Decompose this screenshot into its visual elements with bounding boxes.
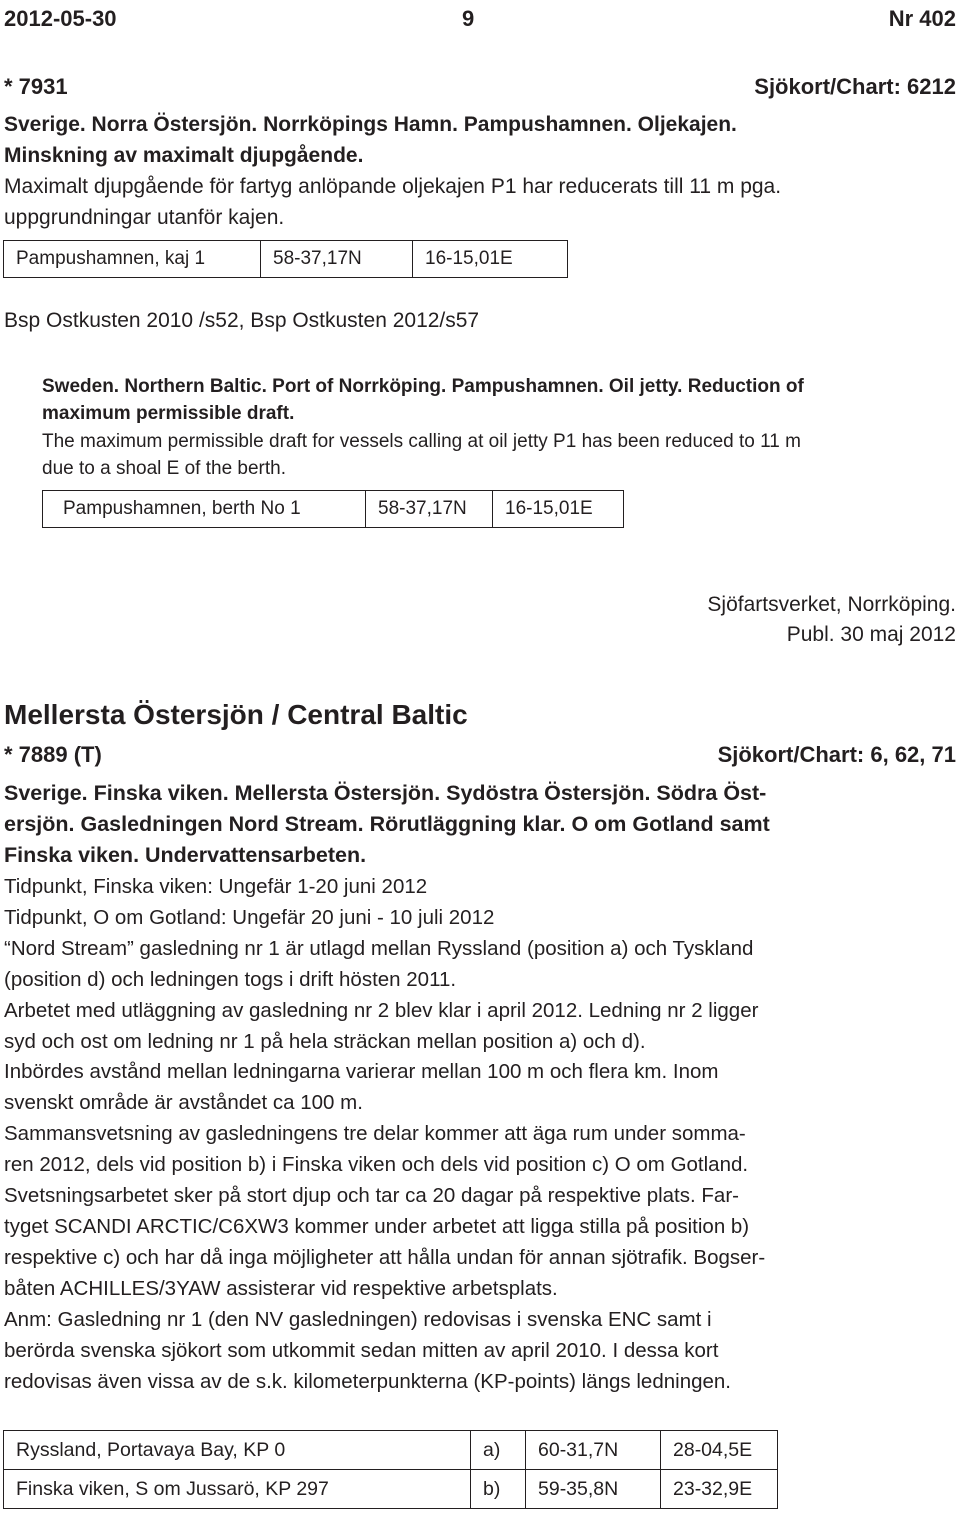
text-line: ren 2012, dels vid position b) i Finska viken och dels vid position c) O om Gotland.	[4, 1153, 749, 1177]
notice2-body	[4, 872, 956, 1397]
text-line: syd och ost om ledning nr 1 på hela sträckan mellan position a) och d).	[4, 1029, 646, 1053]
text-line: Tidpunkt, Finska viken: Ungefär 1-20 juni 2012	[4, 875, 428, 898]
notice2-heading	[4, 742, 956, 768]
text-line: Finska viken. Undervattensarbeten.	[4, 843, 367, 867]
text-line: tyget SCANDI ARCTIC/C6XW3 kommer under arbetet att ligga stilla på position b)	[4, 1214, 750, 1238]
notice1-title-en	[42, 373, 804, 427]
text-line: Minskning av maximalt djupgående.	[4, 144, 364, 167]
table-cell: Pampushamnen, berth No 1	[43, 491, 366, 528]
notice1-heading	[4, 74, 956, 100]
text-line: maximum permissible draft.	[42, 403, 295, 424]
header-page-number: 9	[462, 6, 475, 31]
text-line: Maximalt djupgående för fartyg anlöpande oljekajen P1 har reducerats till 11 m pga.	[4, 175, 782, 198]
text-line: Svetsningsarbetet sker på stort djup och tar ca 20 dagar på respektive plats. Far-	[4, 1184, 739, 1208]
table-cell: 59-35,8N	[526, 1470, 661, 1509]
notice1-title-sv	[4, 109, 956, 171]
table-cell: 23-32,9E	[661, 1470, 778, 1509]
notice1-number: * 7931	[4, 74, 68, 99]
notice1-source: Sjöfartsverket, Norrköping.	[707, 593, 956, 616]
header-issue-number: Nr 402	[888, 6, 956, 31]
table-cell: 58-37,17N	[261, 241, 413, 278]
table-cell: Finska viken, S om Jussarö, KP 297	[4, 1470, 471, 1509]
text-line: due to a shoal E of the berth.	[42, 458, 287, 479]
notice1-published: Publ. 30 maj 2012	[786, 623, 956, 646]
text-line: Sverige. Finska viken. Mellersta Östersjön. Sydöstra Östersjön. Södra Öst-	[4, 781, 767, 805]
notice1-body-sv	[4, 171, 956, 233]
notice2-number: * 7889 (T)	[4, 742, 102, 767]
text-line: The maximum permissible draft for vessels calling at oil jetty P1 has been reduced to 11 m	[42, 431, 801, 452]
section-title: Mellersta Östersjön / Central Baltic	[4, 699, 468, 730]
table-cell: 16-15,01E	[413, 241, 568, 278]
text-line: Inbördes avstånd mellan ledningarna varierar mellan 100 m och flera km. Inom	[4, 1060, 719, 1084]
notice1-position-table-en	[42, 490, 624, 528]
text-line: Tidpunkt, O om Gotland: Ungefär 20 juni - 10 juli 2012	[4, 905, 495, 929]
text-line: båten ACHILLES/3YAW assisterar vid respektive arbetsplats.	[4, 1276, 558, 1300]
text-line: “Nord Stream” gasledning nr 1 är utlagd mellan Ryssland (position a) och Tyskland	[4, 936, 754, 960]
text-line: svenskt område är avståndet ca 100 m.	[4, 1091, 363, 1115]
notice2-position-table	[3, 1430, 778, 1509]
table-cell: 16-15,01E	[493, 491, 624, 528]
table-row	[43, 491, 624, 528]
table-row	[4, 241, 568, 278]
text-line: Sweden. Northern Baltic. Port of Norrköping. Pampushamnen. Oil jetty. Reduction of	[42, 376, 804, 397]
text-line: redovisas även vissa av de s.k. kilometerpunkterna (KP-points) längs ledningen.	[4, 1369, 731, 1393]
table-row	[4, 1431, 778, 1470]
notice1-bsp: Bsp Ostkusten 2010 /s52, Bsp Ostkusten 2012/s57	[4, 309, 480, 332]
text-line: Anm: Gasledning nr 1 (den NV gasledningen) redovisas i svenska ENC samt i	[4, 1307, 712, 1331]
text-line: respektive c) och har då inga möjligheter att hålla undan för annan sjötrafik. Bogser-	[4, 1245, 766, 1269]
text-line: Arbetet med utläggning av gasledning nr 2 blev klar i april 2012. Ledning nr 2 ligger	[4, 998, 759, 1022]
table-cell: 28-04,5E	[661, 1431, 778, 1470]
table-cell: a)	[471, 1431, 526, 1470]
table-cell: 58-37,17N	[366, 491, 493, 528]
notice1-position-table-sv	[3, 240, 568, 278]
table-cell: Ryssland, Portavaya Bay, KP 0	[4, 1431, 471, 1470]
notice1-body-en	[42, 428, 801, 482]
table-row	[4, 1470, 778, 1509]
text-line: Sammansvetsning av gasledningens tre delar kommer att äga rum under somma-	[4, 1122, 746, 1146]
text-line: ersjön. Gasledningen Nord Stream. Rörutläggning klar. O om Gotland samt	[4, 812, 770, 836]
table-cell: b)	[471, 1470, 526, 1509]
notice2-chart: Sjökort/Chart: 6, 62, 71	[717, 742, 956, 767]
text-line: berörda svenska sjökort som utkommit sedan mitten av april 2010. I dessa kort	[4, 1338, 719, 1362]
notice2-title	[4, 778, 956, 871]
text-line: uppgrundningar utanför kajen.	[4, 206, 285, 229]
header-date: 2012-05-30	[4, 6, 117, 31]
table-cell: 60-31,7N	[526, 1431, 661, 1470]
notice1-chart: Sjökort/Chart: 6212	[754, 74, 956, 99]
text-line: (position d) och ledningen togs i drift hösten 2011.	[4, 967, 457, 991]
text-line: Sverige. Norra Östersjön. Norrköpings Hamn. Pampushamnen. Oljekajen.	[4, 113, 737, 136]
table-cell: Pampushamnen, kaj 1	[4, 241, 261, 278]
